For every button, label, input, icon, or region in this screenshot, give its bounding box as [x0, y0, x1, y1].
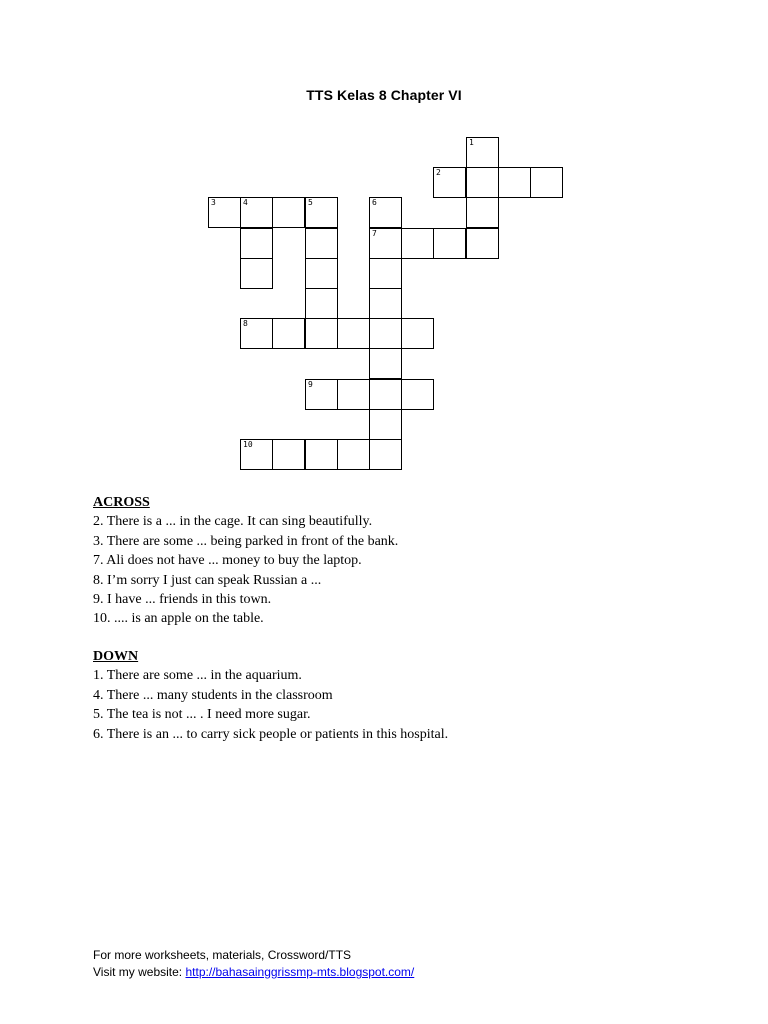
crossword-cell[interactable]: [305, 288, 338, 319]
crossword-cell[interactable]: [466, 137, 499, 168]
footer-website-label: Visit my website:: [93, 965, 186, 979]
crossword-cell[interactable]: [401, 228, 434, 259]
crossword-cell[interactable]: [433, 228, 466, 259]
crossword-cell[interactable]: [305, 228, 338, 259]
across-clue: 10. .... is an apple on the table.: [93, 611, 264, 627]
down-clue: 6. There is an ... to carry sick people or patients in this hospital.: [93, 726, 449, 742]
crossword-cell[interactable]: [305, 439, 338, 470]
crossword-cell[interactable]: [369, 379, 402, 410]
website-link[interactable]: http://bahasainggrissmp-mts.blogspot.com/: [185, 965, 415, 979]
crossword-cell[interactable]: [337, 379, 370, 410]
crossword-cell[interactable]: [369, 288, 402, 319]
clue-number: 2: [436, 168, 441, 177]
clue-number: 5: [308, 198, 313, 207]
crossword-cell[interactable]: [433, 167, 466, 198]
across-heading: ACROSS: [93, 495, 150, 510]
down-clue: 1. There are some ... in the aquarium.: [93, 668, 302, 684]
across-section: [93, 493, 398, 629]
crossword-cell[interactable]: [272, 439, 305, 470]
clue-number: 6: [372, 198, 377, 207]
crossword-cell[interactable]: [369, 228, 402, 259]
crossword-cell[interactable]: [498, 167, 531, 198]
down-heading: DOWN: [93, 649, 139, 664]
crossword-cell[interactable]: [466, 167, 499, 198]
across-clue: 9. I have ... friends in this town.: [93, 592, 272, 608]
crossword-grid: [0, 0, 768, 480]
crossword-cell[interactable]: [369, 409, 402, 440]
crossword-cell[interactable]: [208, 197, 241, 228]
clue-number: 4: [243, 198, 248, 207]
crossword-cell[interactable]: [530, 167, 563, 198]
footer-website-line: [93, 964, 414, 981]
crossword-cell[interactable]: [240, 258, 273, 289]
crossword-cell[interactable]: [240, 318, 273, 349]
crossword-cell[interactable]: [466, 228, 499, 259]
across-clue: 7. Ali does not have ... money to buy the laptop.: [93, 553, 362, 569]
across-clue: 3. There are some ... being parked in front of the bank.: [93, 533, 399, 549]
clue-number: 9: [308, 380, 313, 389]
crossword-cell[interactable]: [369, 348, 402, 379]
clue-number: 10: [243, 440, 253, 449]
across-clue: 2. There is a ... in the cage. It can sing beautifully.: [93, 514, 373, 530]
down-section: [93, 647, 448, 744]
clue-number: 7: [372, 229, 377, 238]
crossword-cell[interactable]: [240, 228, 273, 259]
crossword-cell[interactable]: [401, 379, 434, 410]
crossword-cell[interactable]: [305, 318, 338, 349]
crossword-cell[interactable]: [305, 258, 338, 289]
crossword-cell[interactable]: [369, 318, 402, 349]
footer: [93, 947, 414, 981]
footer-line: For more worksheets, materials, Crossword/TTS: [93, 948, 352, 962]
crossword-cell[interactable]: [240, 439, 273, 470]
down-clue: 4. There ... many students in the classroom: [93, 687, 333, 703]
crossword-cell[interactable]: [272, 197, 305, 228]
crossword-cell[interactable]: [466, 197, 499, 228]
crossword-cell[interactable]: [272, 318, 305, 349]
crossword-cell[interactable]: [369, 439, 402, 470]
crossword-cell[interactable]: [337, 439, 370, 470]
crossword-cell[interactable]: [401, 318, 434, 349]
crossword-cell[interactable]: [369, 258, 402, 289]
across-clue: 8. I’m sorry I just can speak Russian a ...: [93, 572, 322, 588]
clue-number: 8: [243, 319, 248, 328]
clue-number: 3: [211, 198, 216, 207]
crossword-cell[interactable]: [337, 318, 370, 349]
crossword-cell[interactable]: [369, 197, 402, 228]
crossword-cell[interactable]: [305, 379, 338, 410]
crossword-cell[interactable]: [305, 197, 338, 228]
down-clue: 5. The tea is not ... . I need more sugar.: [93, 707, 311, 723]
crossword-cell[interactable]: [240, 197, 273, 228]
page-title: TTS Kelas 8 Chapter VI: [306, 87, 462, 103]
clue-number: 1: [469, 138, 474, 147]
